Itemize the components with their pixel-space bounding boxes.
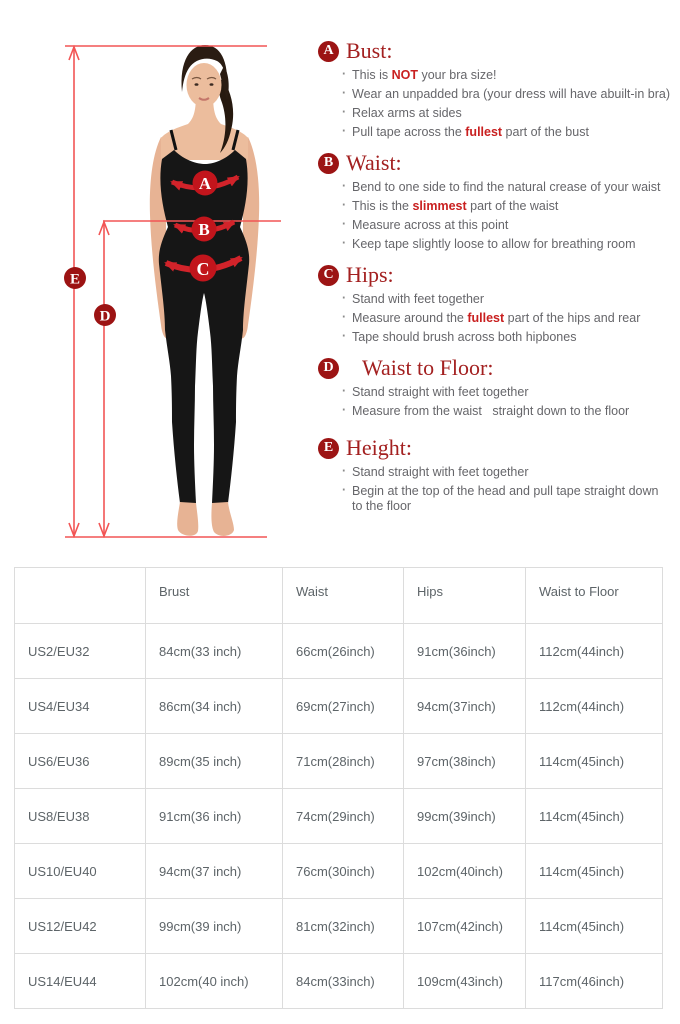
size-value-cell: 99cm(39 inch) [146, 899, 283, 954]
instruction-bullet [341, 292, 674, 307]
highlighted-term: fullest [467, 311, 505, 325]
section-bullets [341, 180, 674, 252]
size-value-cell: 94cm(37inch) [404, 679, 526, 734]
size-value-cell: 102cm(40 inch) [146, 954, 283, 1009]
size-row [15, 679, 663, 734]
bullet-line [352, 465, 674, 480]
instruction-section [318, 262, 674, 345]
size-col-header: Brust [146, 568, 283, 624]
marker-a-label: A [198, 174, 212, 193]
black-outfit [159, 150, 249, 503]
size-label-cell: US14/EU44 [15, 954, 146, 1009]
highlighted-term: NOT [391, 68, 418, 82]
section-letter-badge: B [318, 153, 339, 174]
section-bullets [341, 68, 674, 140]
bullet-text: Stand straight with feet together [352, 465, 529, 479]
size-row [15, 844, 663, 899]
section-bullets [341, 465, 674, 514]
size-label-cell: US4/EU34 [15, 679, 146, 734]
bullet-line [352, 499, 674, 514]
instruction-section [318, 150, 674, 252]
right-foot [211, 502, 234, 536]
size-value-cell: 114cm(45inch) [526, 789, 663, 844]
instruction-bullet [341, 330, 674, 345]
size-value-cell: 91cm(36 inch) [146, 789, 283, 844]
section-header [318, 38, 674, 64]
model-photo [150, 45, 259, 536]
instruction-bullet [341, 125, 674, 140]
model-illustration [0, 0, 320, 560]
section-letter-badge: C [318, 265, 339, 286]
bullet-text: Bend to one side to find the natural crease of your waist [352, 180, 661, 194]
size-value-cell: 91cm(36inch) [404, 624, 526, 679]
size-value-cell: 84cm(33inch) [283, 954, 404, 1009]
size-value-cell: 94cm(37 inch) [146, 844, 283, 899]
section-header [318, 150, 674, 176]
size-row [15, 624, 663, 679]
bullet-text: Keep tape slightly loose to allow for breathing room [352, 237, 636, 251]
size-label-cell: US2/EU32 [15, 624, 146, 679]
section-title: Waist to Floor: [362, 355, 494, 380]
instruction-bullet [341, 385, 674, 400]
bullet-line [352, 180, 674, 195]
size-value-cell: 117cm(46inch) [526, 954, 663, 1009]
instruction-section [318, 38, 674, 140]
size-table [14, 567, 663, 1009]
left-foot [177, 502, 198, 536]
bullet-line [352, 87, 674, 102]
size-value-cell: 109cm(43inch) [404, 954, 526, 1009]
section-letter-badge: A [318, 41, 339, 62]
bullet-line [352, 125, 674, 140]
marker-c-label: C [196, 259, 210, 279]
instruction-bullet [341, 311, 674, 326]
instruction-bullet [341, 199, 674, 214]
bullet-text: part of the bust [502, 125, 589, 139]
size-value-cell: 84cm(33 inch) [146, 624, 283, 679]
size-label-cell: US10/EU40 [15, 844, 146, 899]
size-value-cell: 99cm(39inch) [404, 789, 526, 844]
section-bullets [341, 292, 674, 345]
size-table-header-row [15, 568, 663, 624]
instruction-bullet [341, 106, 674, 121]
instruction-section [318, 355, 674, 419]
bullet-text: Relax arms at sides [352, 106, 462, 120]
instruction-section [318, 435, 674, 514]
instruction-bullet [341, 68, 674, 83]
section-bullets [341, 385, 674, 419]
bullet-line [352, 218, 674, 233]
section-letter-badge: D [318, 358, 339, 379]
bullet-text: Stand with feet together [352, 292, 485, 306]
right-eye [210, 83, 214, 86]
instruction-bullet [341, 180, 674, 195]
bullet-line [352, 311, 674, 326]
section-header [318, 262, 674, 288]
size-value-cell: 81cm(32inch) [283, 899, 404, 954]
bullet-text: Measure from the waist straight down to the floor [352, 404, 630, 418]
bullet-text: your bra size! [417, 68, 497, 82]
bullet-line [352, 385, 674, 400]
bullet-text: Stand straight with feet together [352, 385, 529, 399]
size-value-cell: 69cm(27inch) [283, 679, 404, 734]
size-value-cell: 74cm(29inch) [283, 789, 404, 844]
section-title: Height: [346, 435, 412, 460]
bullet-text: Wear an unpadded bra (your dress will have abuilt-in bra) [352, 87, 670, 101]
size-value-cell: 76cm(30inch) [283, 844, 404, 899]
size-value-cell: 114cm(45inch) [526, 899, 663, 954]
instruction-bullet [341, 87, 674, 102]
measurement-figure [0, 0, 320, 560]
instruction-bullet [341, 404, 674, 419]
size-value-cell: 86cm(34 inch) [146, 679, 283, 734]
section-title: Waist: [346, 150, 402, 175]
instruction-bullet [341, 237, 674, 252]
section-header [318, 435, 674, 461]
bullet-line [352, 237, 674, 252]
size-row [15, 734, 663, 789]
bullet-line [352, 484, 674, 499]
left-eye [195, 83, 199, 86]
size-value-cell: 114cm(45inch) [526, 844, 663, 899]
size-value-cell: 71cm(28inch) [283, 734, 404, 789]
size-col-header [15, 568, 146, 624]
bullet-line [352, 199, 674, 214]
instruction-sections [318, 38, 674, 524]
bullet-text: Pull tape across the [352, 125, 466, 139]
size-value-cell: 102cm(40inch) [404, 844, 526, 899]
bullet-line [352, 68, 674, 83]
size-value-cell: 107cm(42inch) [404, 899, 526, 954]
size-col-header: Waist to Floor [526, 568, 663, 624]
size-value-cell: 66cm(26inch) [283, 624, 404, 679]
size-value-cell: 112cm(44inch) [526, 679, 663, 734]
size-value-cell: 89cm(35 inch) [146, 734, 283, 789]
bullet-text: part of the hips and rear [504, 311, 641, 325]
marker-e-label: E [69, 271, 81, 288]
bullet-line [352, 330, 674, 345]
bullet-text: Begin at the top of the head and pull tape straight down [352, 484, 659, 498]
bullet-text: This is [352, 68, 392, 82]
section-title: Hips: [346, 262, 394, 287]
section-letter-badge: E [318, 438, 339, 459]
size-value-cell: 112cm(44inch) [526, 624, 663, 679]
bullet-text: This is the [352, 199, 413, 213]
size-label-cell: US8/EU38 [15, 789, 146, 844]
bullet-text: to the floor [352, 499, 412, 513]
size-label-cell: US12/EU42 [15, 899, 146, 954]
bullet-line [352, 404, 674, 419]
bullet-line [352, 106, 674, 121]
size-col-header: Hips [404, 568, 526, 624]
instruction-bullet [341, 218, 674, 233]
size-label-cell: US6/EU36 [15, 734, 146, 789]
section-title: Bust: [346, 38, 393, 63]
size-row [15, 899, 663, 954]
bullet-text: Tape should brush across both hipbones [352, 330, 577, 344]
marker-b-label: B [198, 220, 210, 239]
instruction-bullet [341, 484, 674, 514]
bullet-text: part of the waist [466, 199, 559, 213]
size-table-body [15, 624, 663, 1009]
instruction-bullet [341, 465, 674, 480]
size-row [15, 954, 663, 1009]
bullet-text: Measure around the [352, 311, 468, 325]
size-col-header: Waist [283, 568, 404, 624]
highlighted-term: fullest [465, 125, 503, 139]
bullet-line [352, 292, 674, 307]
section-header [318, 355, 674, 381]
size-value-cell: 114cm(45inch) [526, 734, 663, 789]
size-row [15, 789, 663, 844]
bullet-text: Measure across at this point [352, 218, 509, 232]
highlighted-term: slimmest [412, 199, 467, 213]
size-value-cell: 97cm(38inch) [404, 734, 526, 789]
marker-d-label: D [99, 308, 111, 325]
